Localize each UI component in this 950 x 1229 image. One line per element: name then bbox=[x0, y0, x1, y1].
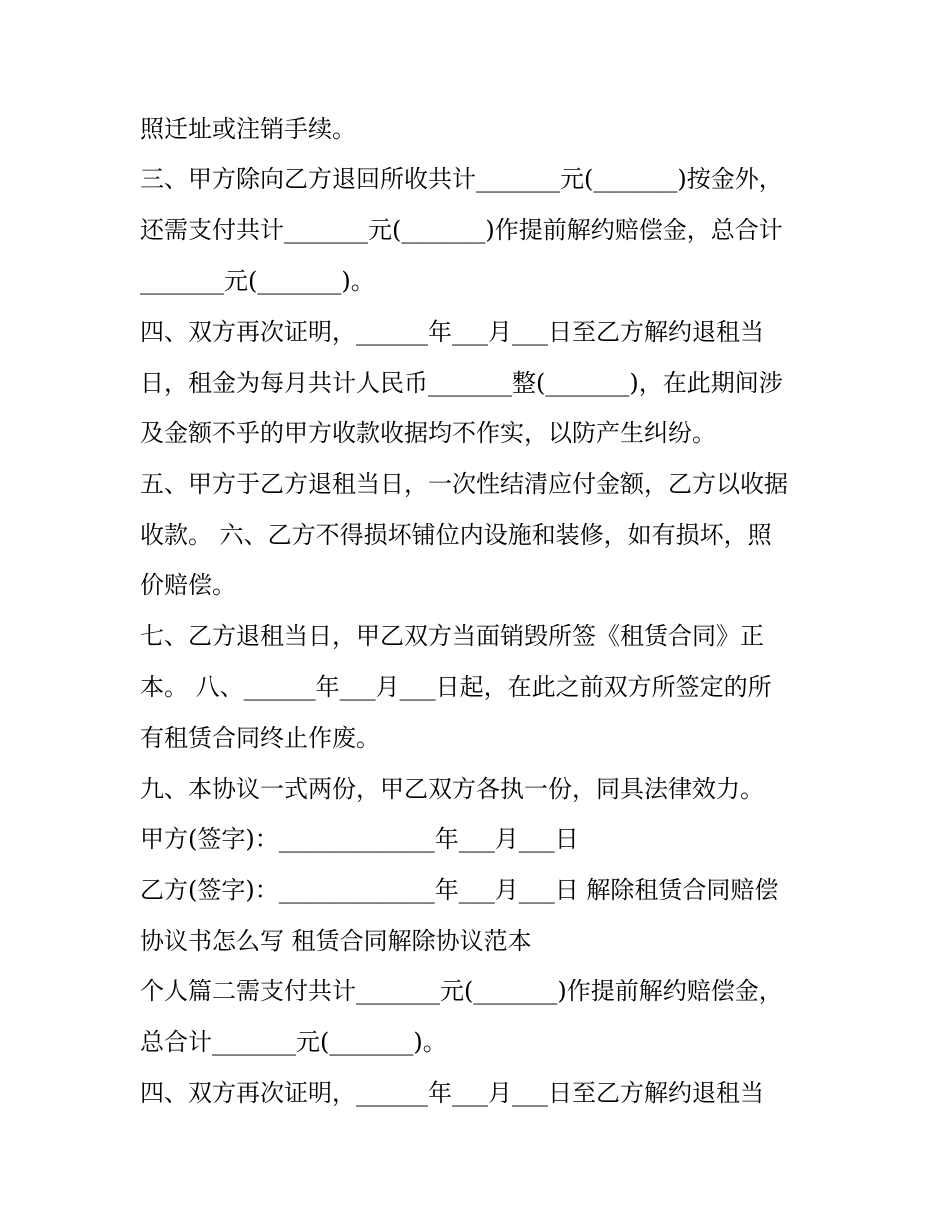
text-line: 本。 八、______年___月___日起，在此之前双方所签定的所 bbox=[140, 673, 772, 701]
text-line: 收款。 六、乙方不得损坏铺位内设施和装修，如有损坏，照 bbox=[140, 521, 772, 549]
text-line: 协议书怎么写 租赁合同解除协议范本 bbox=[140, 927, 532, 955]
text-line: 还需支付共计_______元(_______)作提前解约赔偿金，总合计 bbox=[140, 216, 783, 244]
text-line: 四、双方再次证明，______年___月___日至乙方解约退租当 bbox=[140, 318, 764, 346]
text-line: 四、双方再次证明，______年___月___日至乙方解约退租当 bbox=[140, 1079, 764, 1107]
text-line: 照迁址或注销手续。 bbox=[140, 115, 356, 143]
text-line: 总合计_______元(_______)。 bbox=[140, 1028, 447, 1056]
text-line: 及金额不乎的甲方收款收据均不作实，以防产生纠纷。 bbox=[140, 419, 716, 447]
text-line: _______元(_______)。 bbox=[140, 267, 375, 295]
text-line: 九、本协议一式两份，甲乙双方各执一份，同具法律效力。 bbox=[140, 775, 764, 803]
text-line: 价赔偿。 bbox=[140, 571, 236, 599]
text-line: 甲方(签字)：_____________年___月___日 bbox=[140, 825, 579, 853]
text-line: 个人篇二需支付共计_______元(_______)作提前解约赔偿金， bbox=[140, 977, 783, 1005]
text-line: 乙方(签字)：_____________年___月___日 解除租赁合同赔偿 bbox=[140, 876, 779, 904]
text-line: 日，租金为每月共计人民币_______整(_______)，在此期间涉 bbox=[140, 369, 783, 397]
text-line: 三、甲方除向乙方退回所收共计_______元(_______)按金外， bbox=[140, 165, 783, 193]
text-line: 五、甲方于乙方退租当日，一次性结清应付金额，乙方以收据 bbox=[140, 470, 788, 498]
text-line: 有租赁合同终止作废。 bbox=[140, 724, 380, 752]
text-line: 七、乙方退租当日，甲乙双方当面销毁所签《租赁合同》正 bbox=[140, 622, 764, 650]
